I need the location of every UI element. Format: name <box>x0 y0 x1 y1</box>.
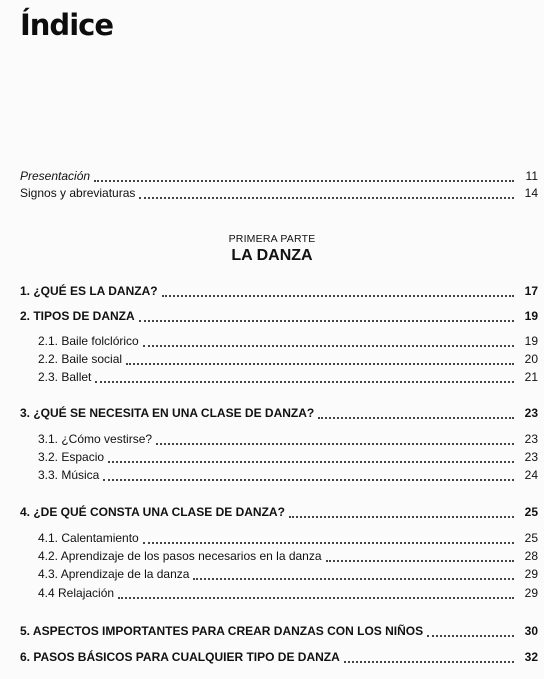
toc-entry-label: 2.1. Baile folclórico <box>38 334 139 348</box>
dot-leader <box>126 362 514 365</box>
toc-page-number: 14 <box>524 186 538 200</box>
toc-page-number: 11 <box>525 169 538 183</box>
dot-leader <box>162 294 514 297</box>
toc-page-number: 25 <box>524 531 538 545</box>
toc-entry-label: 4.3. Aprendizaje de la danza <box>38 567 190 581</box>
toc-entry-label: 3. ¿QUÉ SE NECESITA EN UNA CLASE DE DANZA? <box>20 406 315 420</box>
dot-leader <box>118 596 514 599</box>
dot-leader <box>108 460 514 463</box>
toc-entry-label: 4.1. Calentamiento <box>38 531 139 545</box>
dot-leader <box>156 442 514 445</box>
toc-entry-label: 3.1. ¿Cómo vestirse? <box>38 432 153 446</box>
toc-entry-label: 5. ASPECTOS IMPORTANTES PARA CREAR DANZAS CON LOS NIÑOS <box>20 624 424 638</box>
toc-entry-label: 3.3. Música <box>38 468 100 482</box>
toc-entry-label: 2. TIPOS DE DANZA <box>20 309 135 323</box>
toc-chapter-6[interactable] <box>20 650 538 666</box>
toc-section-2-2[interactable] <box>38 352 538 368</box>
toc-page-number: 28 <box>524 549 538 563</box>
page-title: Índice <box>20 8 113 42</box>
dot-leader <box>193 577 514 580</box>
dot-leader <box>318 416 514 419</box>
dot-leader <box>326 559 514 562</box>
toc-entry-label: 3.2. Espacio <box>38 450 105 464</box>
dot-leader <box>139 319 514 322</box>
toc-entry-presentacion[interactable] <box>20 169 538 185</box>
toc-page-number: 29 <box>524 567 538 581</box>
toc-entry-signos[interactable] <box>20 186 538 202</box>
dot-leader <box>143 344 514 347</box>
toc-entry-label: 6. PASOS BÁSICOS PARA CUALQUIER TIPO DE DANZA <box>20 650 340 664</box>
toc-entry-label: 1. ¿QUÉ ES LA DANZA? <box>20 284 158 298</box>
toc-chapter-5[interactable] <box>20 624 538 640</box>
toc-entry-label: 4.2. Aprendizaje de los pasos necesarios en la danza <box>38 549 322 563</box>
toc-section-3-2[interactable] <box>38 450 538 466</box>
toc-page-number: 19 <box>524 334 538 348</box>
toc-entry-label: Signos y abreviaturas <box>20 186 136 200</box>
part-label: PRIMERA PARTE <box>228 233 316 245</box>
toc-section-2-1[interactable] <box>38 334 538 350</box>
toc-page-number: 25 <box>524 505 538 519</box>
toc-section-4-4[interactable] <box>38 586 538 602</box>
dot-leader <box>344 660 514 663</box>
toc-section-3-1[interactable] <box>38 432 538 448</box>
toc-page-number: 20 <box>524 352 538 366</box>
toc-page-number: 32 <box>524 650 538 664</box>
toc-page-number: 17 <box>524 284 538 298</box>
toc-page-number: 30 <box>524 624 538 638</box>
dot-leader <box>289 515 514 518</box>
toc-chapter-4[interactable] <box>20 505 538 521</box>
toc-chapter-2[interactable] <box>20 309 538 325</box>
dot-leader <box>427 634 514 637</box>
toc-page-number: 23 <box>524 432 538 446</box>
toc-section-2-3[interactable] <box>38 370 538 386</box>
toc-page-number: 19 <box>524 309 538 323</box>
toc-page-number: 24 <box>524 468 538 482</box>
toc-entry-label: 2.3. Ballet <box>38 370 92 384</box>
toc-entry-label: 4. ¿DE QUÉ CONSTA UNA CLASE DE DANZA? <box>20 505 285 519</box>
toc-page-number: 29 <box>524 586 538 600</box>
toc-entry-label: Presentación <box>20 169 91 183</box>
toc-chapter-3[interactable] <box>20 406 538 422</box>
dot-leader <box>94 179 514 182</box>
dot-leader <box>103 478 514 481</box>
toc-section-3-3[interactable] <box>38 468 538 484</box>
toc-section-4-2[interactable] <box>38 549 538 565</box>
toc-entry-label: 4.4 Relajación <box>38 586 115 600</box>
toc-section-4-1[interactable] <box>38 531 538 547</box>
dot-leader <box>95 380 514 383</box>
toc-page-number: 23 <box>524 450 538 464</box>
toc-section-4-3[interactable] <box>38 567 538 583</box>
dot-leader <box>139 196 514 199</box>
toc-entry-label: 2.2. Baile social <box>38 352 123 366</box>
part-title: LA DANZA <box>231 247 313 264</box>
dot-leader <box>143 541 514 544</box>
toc-chapter-1[interactable] <box>20 284 538 300</box>
toc-page-number: 21 <box>524 370 538 384</box>
toc-page-number: 23 <box>524 406 538 420</box>
